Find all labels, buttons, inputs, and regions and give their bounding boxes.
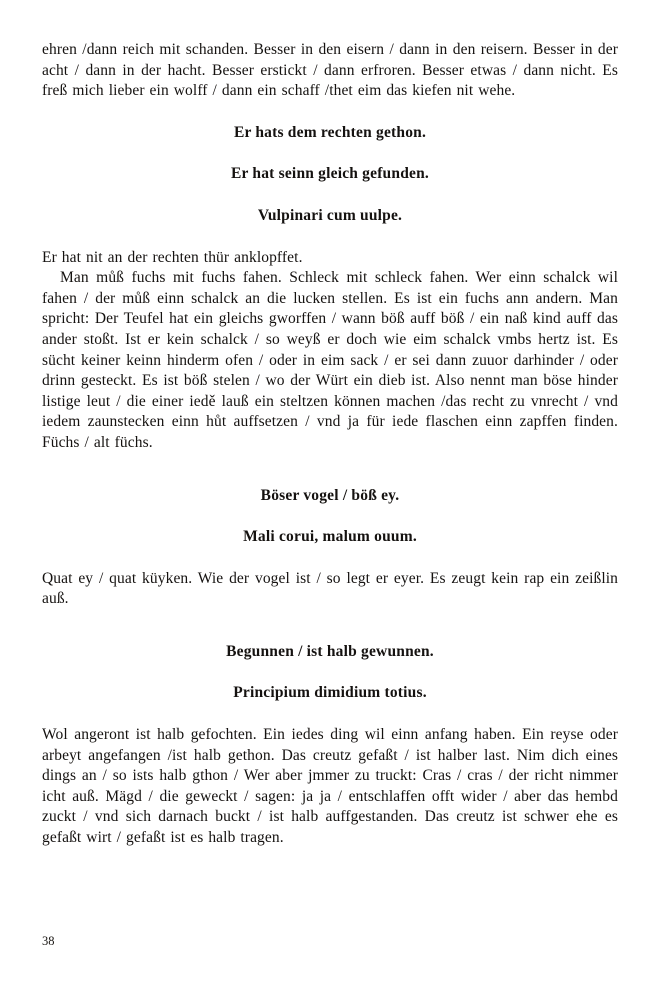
section-heading-proverb-4: Begunnen / ist halb gewunnen. — [226, 642, 434, 660]
section-heading-proverb-1: Er hats dem rechten gethon. — [233, 123, 427, 141]
section-heading-proverb-3: Böser vogel / böß ey. — [260, 486, 400, 504]
paragraph-continuation: ehren /dann reich mit schanden. Besser in den eisern / dann in den reisern. Besser in der acht / dann in der hacht. Besser erstickt / dann erfroren. Besser etwas / dann nicht. Es freß mich lieber ein wolff / dann ein schaff /thet eim das kiefen nit wehe. — [42, 41, 618, 100]
paragraph-beginning-commentary: Wol angeront ist halb gefochten. Ein iedes ding wil einn anfang haben. Ein reyse oder arbeyt angefangen /ist halb gethon. Das creutz gefaßt / ist halber last. Nim dich eines dings an / so ists halb gthon / Wer aber jmmer zu truckt: Cras / cras / der richt nimmer icht auß. Mägd / die geweckt / sagen: ja ja / entschlaffen offt wider / aber das hembd zuckt / vnd sich darnach buckt / ist halb auffgestanden. Das creutz ist schwer ehe es gefaßt wirt / gefaßt ist es halb tragen. — [42, 726, 618, 847]
section-heading-latin-3: Principium dimidium totius. — [233, 684, 427, 702]
section-heading-latin-1: Vulpinari cum uulpe. — [257, 206, 403, 224]
paragraph-bird-commentary: Quat ey / quat küyken. Wie der vogel ist / so legt er eyer. Es zeugt kein rap ein zeißlin auß. — [42, 569, 618, 608]
paragraph-fox-commentary: Man můß fuchs mit fuchs fahen. Schleck mit schleck fahen. Wer einn schalck wil fahen / der můß einn schalck an die lucken stellen. Es ist ein fuchs ann andern. Man spricht: Der Teufel hat ein gleichs gworffen / wann böß auff böß / ein naß kind auff das ander stoßt. Ist er kein schalck / so weyß er doch wie eim schalck vmbs hertz ist. Es sücht keiner keinn hinderm ofen / oder in eim sack / er sei dann zuuor darhinder / oder drinn gesteckt. Es ist böß stelen / wo der Würt ein dieb ist. Also nennt man böse hinder listige leut / die einer iedě lauß ein steltzen können machen /das recht zu vnrecht / vnd iedem zaunstecken einn hůt auffsetzen / vnd ja für iede flaschen einn zapffen finden. Füchs / alt füchs. — [42, 269, 618, 451]
paragraph-intro-line: Er hat nit an der rechten thür anklopffet. — [42, 248, 303, 266]
page-number: 38 — [42, 934, 55, 948]
section-heading-latin-2: Mali corui, malum ouum. — [243, 528, 417, 546]
section-heading-proverb-2: Er hat seinn gleich gefunden. — [231, 165, 429, 183]
